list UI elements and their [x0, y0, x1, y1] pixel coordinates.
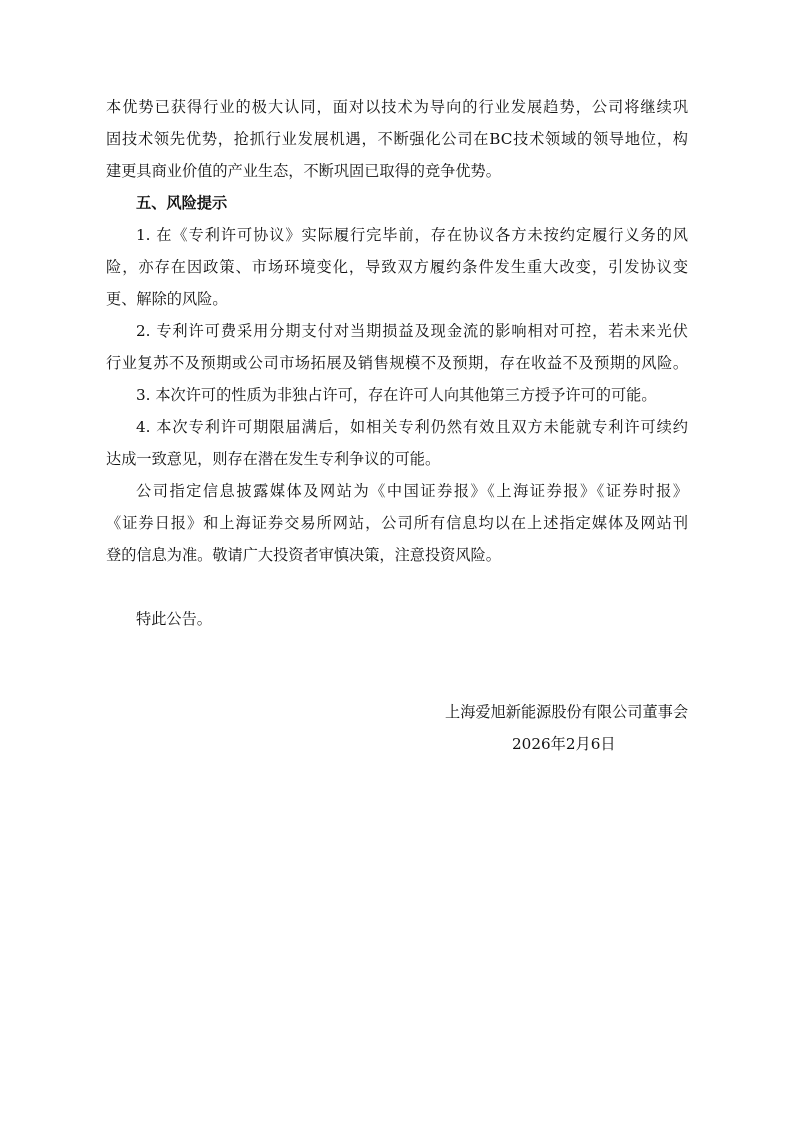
text-line: 达成一致意见，则存在潜在发生专利争议的可能。: [106, 450, 441, 468]
text-line: 本优势已获得行业的极大认同，面对以技术为导向的行业发展趋势，公司将继续巩: [106, 98, 688, 116]
risk-item-2: [106, 315, 688, 379]
text-line: 1. 在《专利许可协议》实际履行完毕前，存在协议各方未按约定履行义务的风: [136, 226, 688, 244]
text-line: 4. 本次专利许可期限届满后，如相关专利仍然有效且双方未能就专利许可续约: [136, 418, 688, 436]
text-line: 公司指定信息披露媒体及网站为《中国证券报》《上海证券报》《证券时报》: [136, 482, 688, 500]
text-line: 3. 本次许可的性质为非独占许可，存在许可人向其他第三方授予许可的可能。: [136, 386, 657, 404]
text-line: 险，亦存在因政策、市场环境变化，导致双方履约条件发生重大改变，引发协议变: [106, 258, 688, 276]
text-line: 固技术领先优势，抢抓行业发展机遇，不断强化公司在BC技术领域的领导地位，构: [106, 130, 688, 148]
risk-item-1: [106, 219, 688, 315]
text-line: 行业复苏不及预期或公司市场拓展及销售规模不及预期，存在收益不及预期的风险。: [106, 354, 688, 372]
text-line: 登的信息为准。敬请广大投资者审慎决策，注意投资风险。: [106, 546, 501, 564]
text-line: 2. 专利许可费采用分期支付对当期损益及现金流的影响相对可控，若未来光伏: [136, 322, 688, 340]
text-line: 更、解除的风险。: [106, 290, 228, 308]
risk-item-3: [106, 379, 688, 411]
text-line: 建更具商业价值的产业生态，不断巩固已取得的竞争优势。: [106, 162, 501, 180]
closing-text: 特此公告。: [136, 610, 212, 628]
paragraph-disclosure-media: [106, 475, 688, 571]
paragraph-advantage: [106, 91, 688, 187]
risk-item-4: [106, 411, 688, 475]
section-heading-risk: 五、风险提示: [136, 194, 228, 212]
text-line: 《证券日报》和上海证券交易所网站，公司所有信息均以在上述指定媒体及网站刊: [106, 514, 688, 532]
date: 2026年2月6日: [512, 735, 616, 753]
signature: 上海爱旭新能源股份有限公司董事会: [445, 703, 688, 721]
document-page: [106, 91, 688, 760]
